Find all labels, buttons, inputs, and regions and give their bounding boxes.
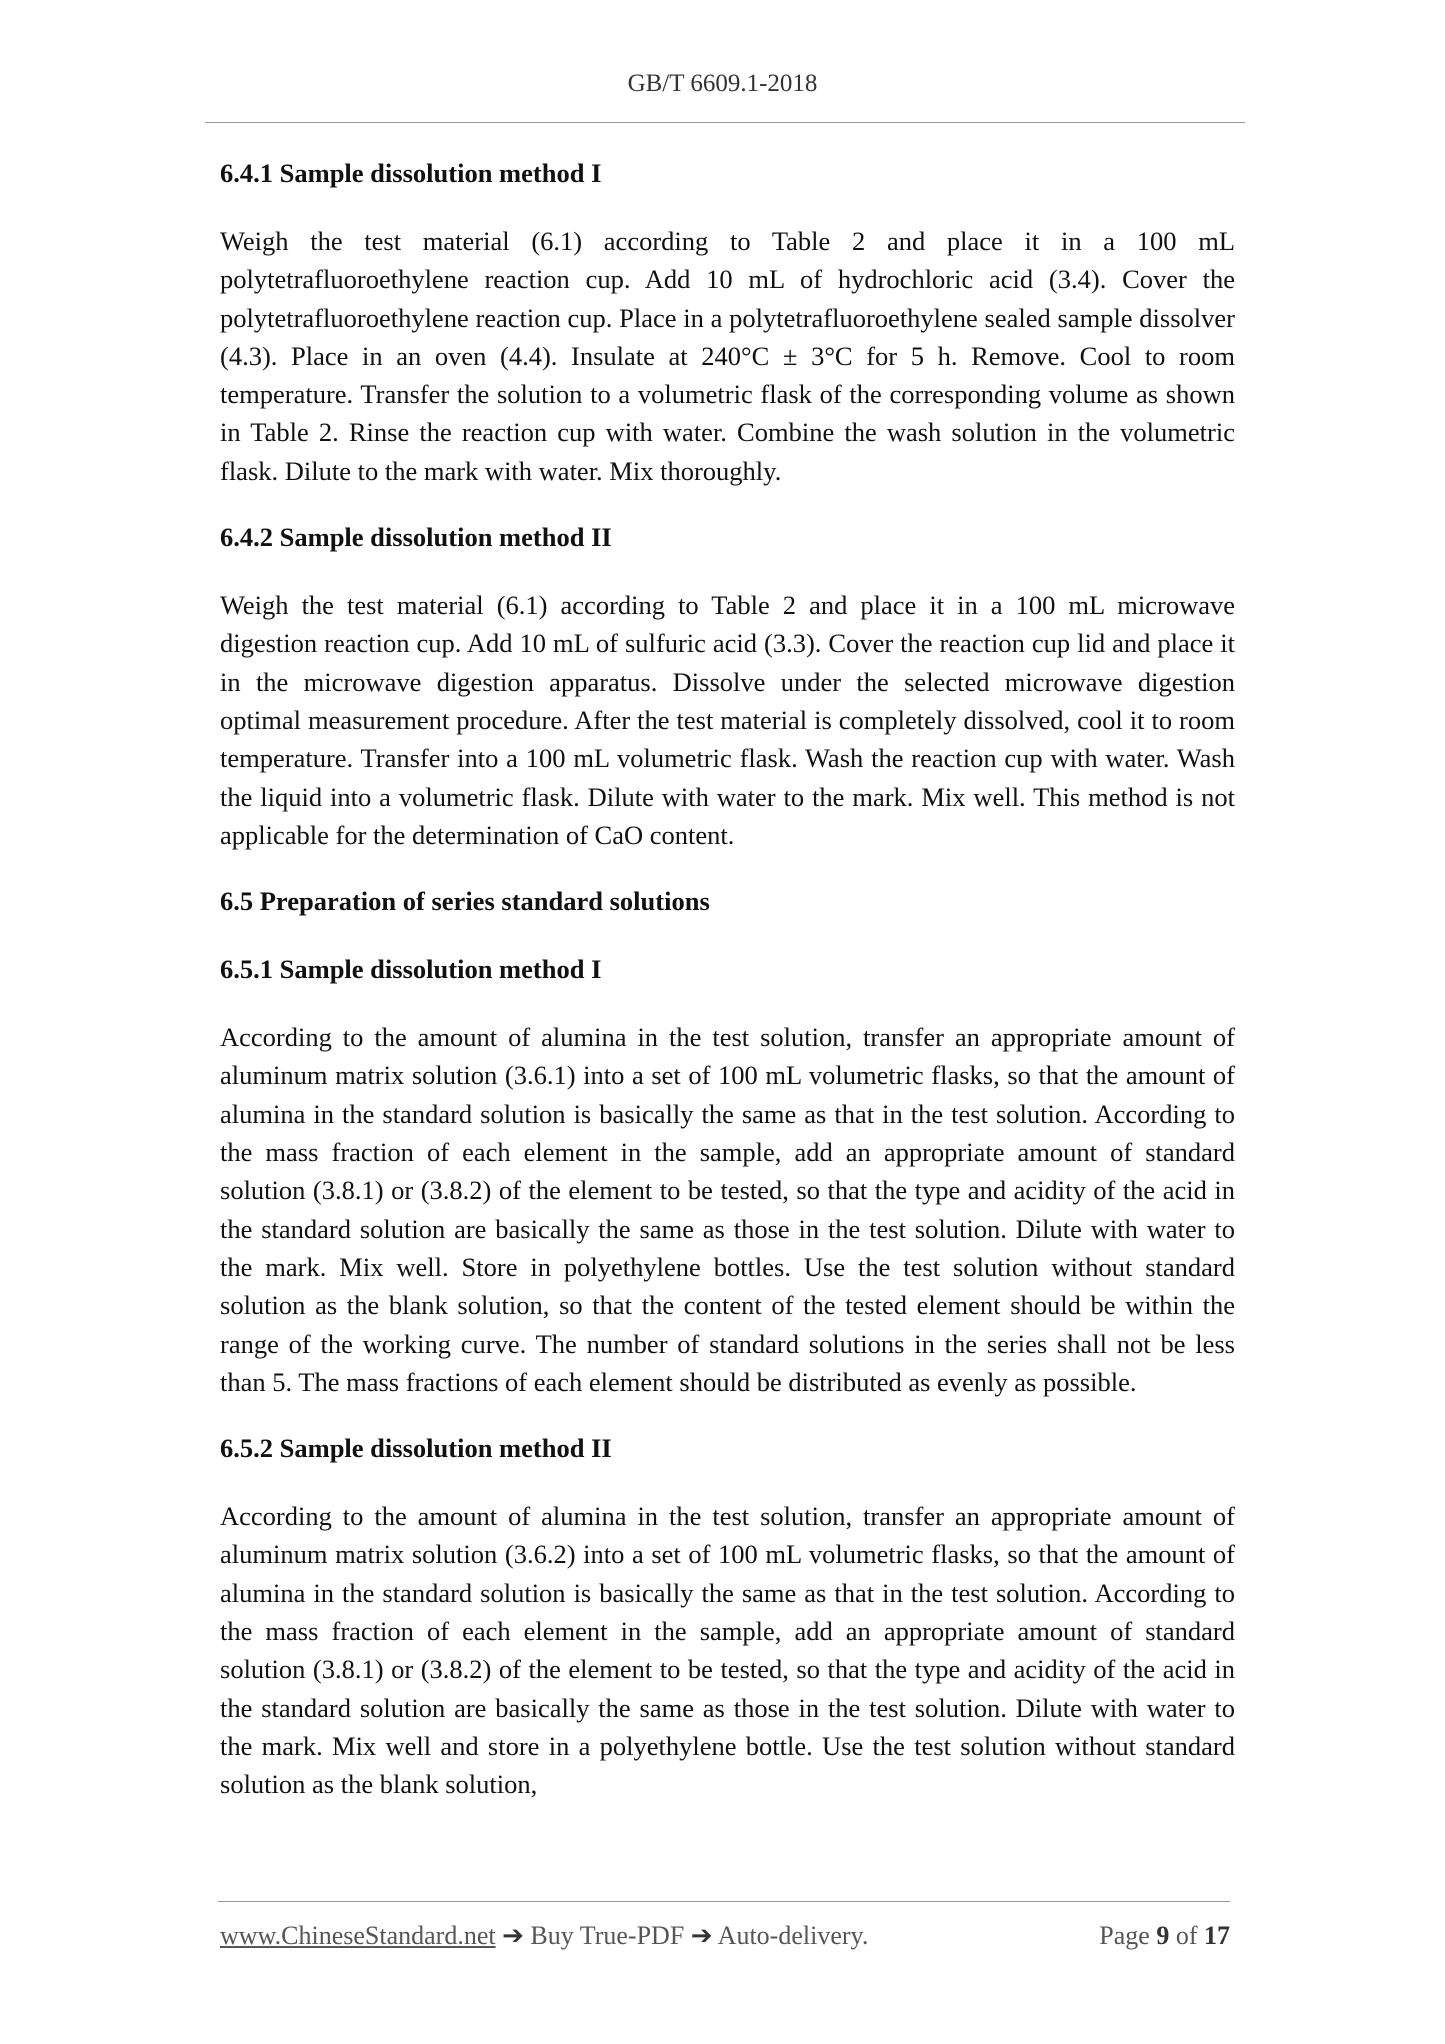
section-paragraph-6-4-1: Weigh the test material (6.1) according to Table 2 and place it in a 100 mL polytetrafluoroethylene reaction cup. Add 10 mL of hydrochloric acid (3.4). Cover the polytetrafluoroethylene reaction cup. Place in a polytetrafluoroethylene sealed sample dissolver (4.3). Place in an oven (4.4). Insulate at 240°C ± 3°C for 5 h. Remove. Cool to room temperature. Transfer the solution to a volumetric flask of the corresponding volume as shown in Table 2. Rinse the reaction cup with water. Combine the wash solution in the volumetric flask. Dilute to the mark with water. Mix thoroughly. — [220, 226, 1235, 486]
footer-divider — [218, 1901, 1230, 1902]
section-paragraph-6-5-2: According to the amount of alumina in the test solution, transfer an appropriate amount of aluminum matrix solution (3.6.2) into a set of 100 mL volumetric flasks, so that the amount of alumina in the standard solution is basically the same as that in the test solution. According to the mass fraction of each element in the sample, add an appropriate amount of standard solution (3.8.1) or (3.8.2) of the element to be tested, so that the type and acidity of the acid in the standard solution are basically the same as those in the test solution. Dilute with water to the mark. Mix well and store in a polyethylene bottle. Use the test solution without standard solution as the blank solution, — [220, 1501, 1235, 1800]
header-divider — [205, 122, 1245, 123]
auto-delivery-text: Auto-delivery. — [717, 1921, 869, 1950]
arrow-right-icon: ➔ — [690, 1921, 713, 1950]
section-heading-6-5-1: 6.5.1 Sample dissolution method I — [220, 954, 602, 985]
section-heading-6-4-2: 6.4.2 Sample dissolution method II — [220, 522, 612, 553]
page-total: 17 — [1204, 1921, 1230, 1950]
section-heading-6-4-1: 6.4.1 Sample dissolution method I — [220, 158, 602, 188]
website-link[interactable]: www.ChineseStandard.net — [220, 1921, 496, 1950]
page-indicator — [1099, 1921, 1230, 1951]
page-label: Page — [1099, 1921, 1150, 1950]
page-number: 9 — [1156, 1921, 1170, 1950]
of-label: of — [1175, 1921, 1198, 1950]
section-heading-6-5: 6.5 Preparation of series standard solutions — [220, 886, 710, 917]
buy-pdf-text: Buy True-PDF — [530, 1921, 685, 1950]
page-header: GB/T 6609.1-2018 — [627, 70, 818, 97]
arrow-right-icon: ➔ — [502, 1921, 524, 1950]
footer-links — [220, 1921, 868, 1951]
section-paragraph-6-4-2: Weigh the test material (6.1) according to Table 2 and place it in a 100 mL microwave digestion reaction cup. Add 10 mL of sulfuric acid (3.3). Cover the reaction cup lid and place it in the microwave digestion apparatus. Dissolve under the selected microwave digestion optimal measurement procedure. After the test material is completely dissolved, cool it to room temperature. Transfer into a 100 mL volumetric flask. Wash the reaction cup with water. Wash the liquid into a volumetric flask. Dilute with water to the mark. Mix well. This method is not applicable for the determination of CaO content. — [220, 590, 1235, 850]
document-body — [220, 154, 1235, 1832]
section-paragraph-6-5-1: According to the amount of alumina in the test solution, transfer an appropriate amount of aluminum matrix solution (3.6.1) into a set of 100 mL volumetric flasks, so that the amount of alumina in the standard solution is basically the same as that in the test solution. According to the mass fraction of each element in the sample, add an appropriate amount of standard solution (3.8.1) or (3.8.2) of the element to be tested, so that the type and acidity of the acid in the standard solution are basically the same as those in the test solution. Dilute with water to the mark. Mix well. Store in polyethylene bottles. Use the test solution without standard solution as the blank solution, so that the content of the tested element should be within the range of the working curve. The number of standard solutions in the series shall not be less than 5. The mass fractions of each element should be distributed as evenly as possible. — [220, 1022, 1235, 1397]
section-heading-6-5-2: 6.5.2 Sample dissolution method II — [220, 1433, 612, 1464]
